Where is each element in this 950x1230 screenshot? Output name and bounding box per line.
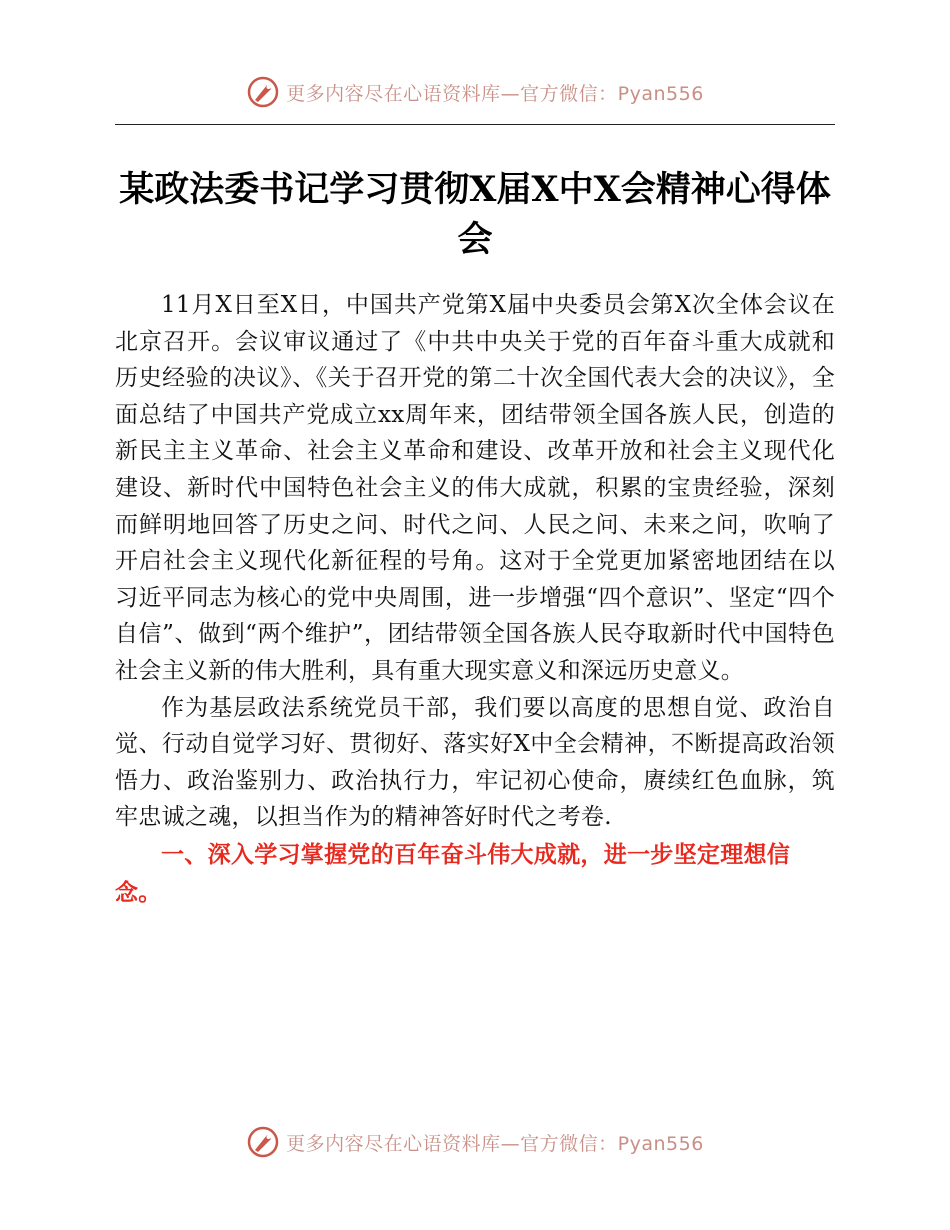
document-body bbox=[115, 287, 835, 912]
watermark-text: 更多内容尽在心语资料库—官方微信：Pyan556 bbox=[286, 82, 704, 105]
document-title: 某政法委书记学习贯彻X届X中X会精神心得体会 bbox=[119, 169, 831, 260]
watermark-text: 更多内容尽在心语资料库—官方微信：Pyan556 bbox=[286, 1132, 704, 1155]
paragraph-2: 作为基层政法系统党员干部，我们要以高度的思想自觉、政治自觉、行动自觉学习好、贯彻好、落实好X中全会精神，不断提高政治领悟力、政治鉴别力、政治执行力，牢记初心使命，赓续红色血脉，筑牢忠诚之魂，以担当作为的精神答好时代之考卷. bbox=[115, 694, 835, 831]
paragraph-1: 11月X日至X日，中国共产党第X届中央委员会第X次全体会议在北京召开。会议审议通过了《中共中央关于党的百年奋斗重大成就和历史经验的决议》、《关于召开党的第二十次全国代表大会的决议》，全面总结了中国共产党成立xx周年来，团结带领全国各族人民，创造的新民主主义革命、社会主义革命和建设、改革开放和社会主义现代化建设、新时代中国特色社会主义的伟大成就，积累的宝贵经验，深刻而鲜明地回答了历史之问、时代之问、人民之问、未来之问，吹响了开启社会主义现代化新征程的号角。这对于全党更加紧密地团结在以习近平同志为核心的党中央周围，进一步增强“四个意识”、坚定“四个自信”、做到“两个维护”，团结带领全国各族人民夺取新时代中国特色社会主义新的伟大胜利，具有重大现实意义和深远历史意义。 bbox=[115, 292, 835, 684]
header-watermark bbox=[0, 72, 950, 112]
section-heading-1: 一、深入学习掌握党的百年奋斗伟大成就，进一步坚定理想信念。 bbox=[115, 841, 791, 906]
footer-watermark bbox=[0, 1122, 950, 1162]
header-divider bbox=[115, 124, 835, 125]
pen-nib-logo-icon bbox=[246, 1125, 280, 1159]
pen-nib-logo-icon bbox=[246, 75, 280, 109]
